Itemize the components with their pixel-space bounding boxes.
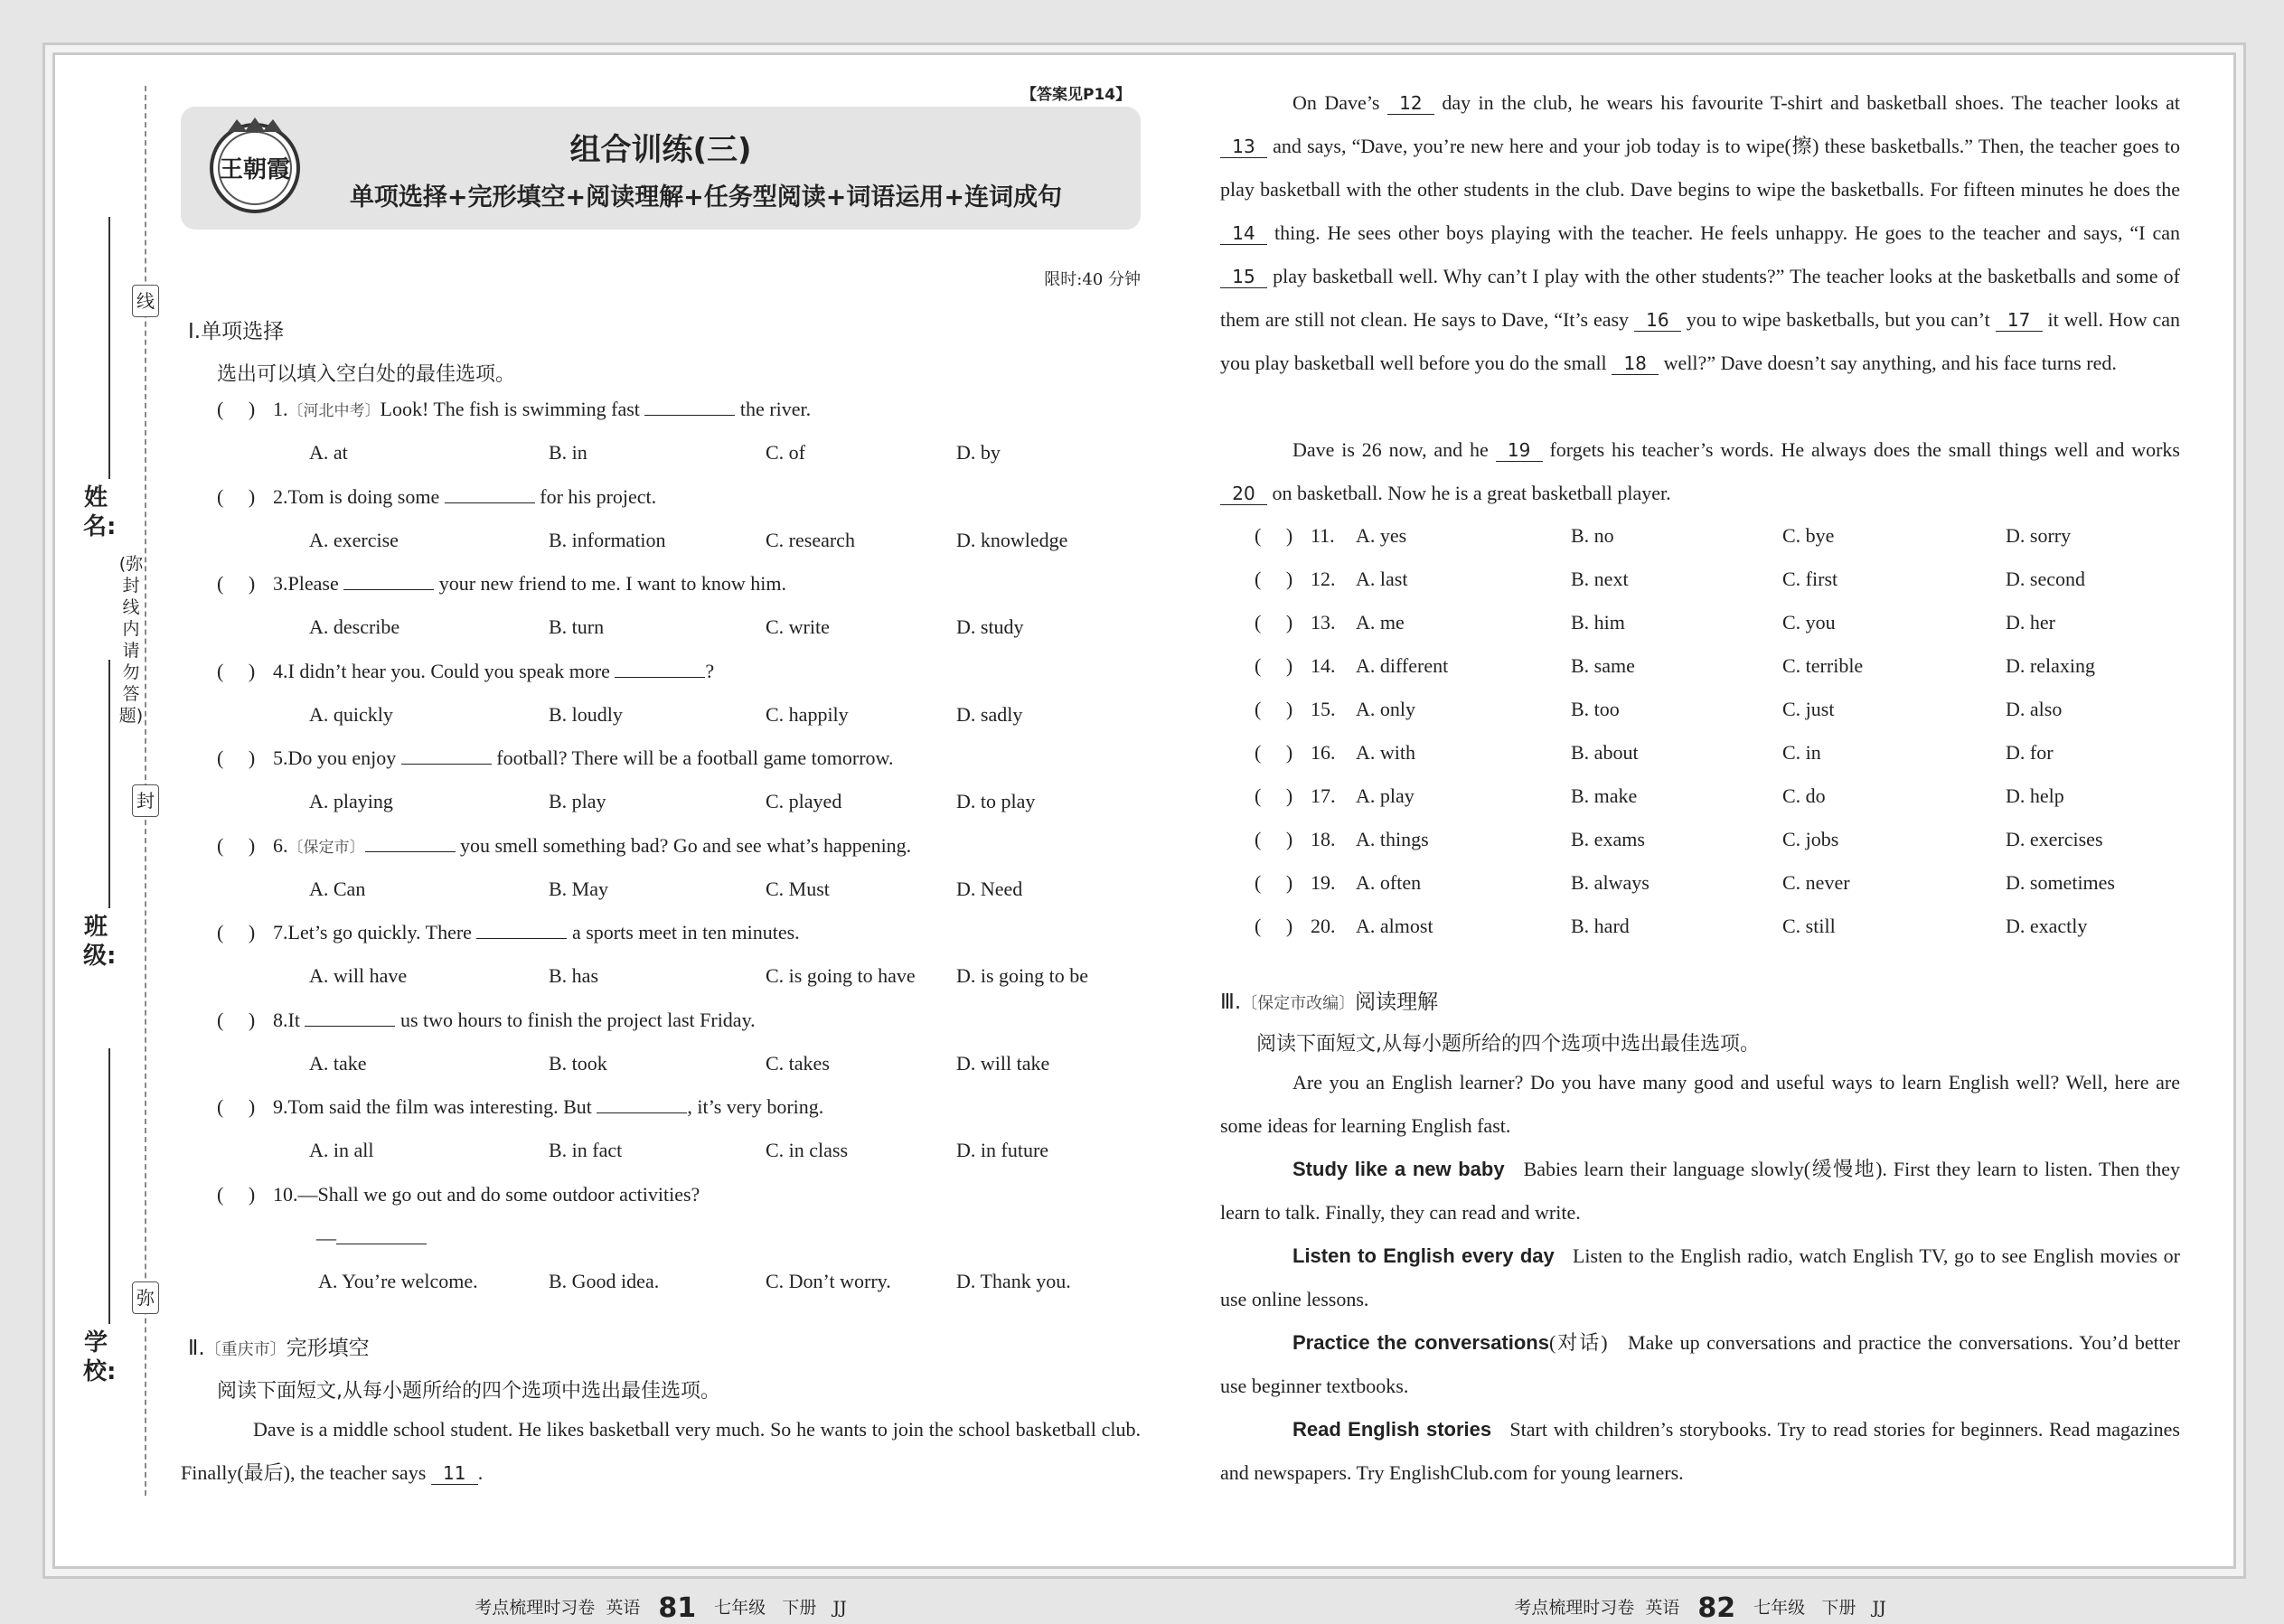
question-2	[217, 485, 656, 509]
question-number: 11.	[1311, 524, 1335, 547]
option-b[interactable]: B. May	[549, 877, 608, 900]
option-a[interactable]: A. Can	[309, 877, 366, 900]
answer-bracket[interactable]: ( )	[1255, 698, 1293, 720]
cloze-text: forgets his teacher’s words. He always does the small things well and works	[1542, 438, 2180, 461]
option-b[interactable]: B. make	[1571, 784, 1638, 807]
question-1	[217, 398, 811, 421]
question-text: It	[287, 1008, 305, 1031]
option-c[interactable]: C. bye	[1782, 524, 1835, 547]
answer-bracket[interactable]: ( )	[1255, 741, 1293, 764]
option-a[interactable]: A. me	[1356, 611, 1405, 634]
option-c[interactable]: C. in class	[766, 1139, 849, 1161]
cloze-question-20	[1255, 915, 2178, 938]
answer-bracket[interactable]: ( )	[217, 833, 256, 857]
answer-blank[interactable]	[644, 399, 735, 416]
option-d[interactable]: D. to play	[956, 790, 1036, 812]
question-text: ?	[705, 659, 715, 682]
answer-bracket[interactable]: ( )	[1255, 611, 1293, 634]
option-b[interactable]: B. too	[1571, 698, 1620, 720]
answer-bracket[interactable]: ( )	[1255, 654, 1293, 677]
option-c[interactable]: C. do	[1782, 784, 1826, 807]
school-field[interactable]	[108, 1048, 110, 1324]
option-b[interactable]: B. turn	[549, 615, 605, 638]
cloze-question-13	[1255, 611, 2178, 634]
cloze-text: play basketball well. Why can’t I play with the other students?” The teacher looks at the basketballs and some of them are still not clean. He says to Dave, “It’s easy	[1220, 265, 2180, 331]
option-d[interactable]: D. study	[956, 615, 1024, 638]
question-text: I didn’t hear you. Could you speak more	[287, 659, 616, 682]
option-b[interactable]: B. Good idea.	[549, 1269, 660, 1292]
tip-heading: Read English stories	[1292, 1418, 1492, 1441]
option-d[interactable]: D. Need	[956, 877, 1023, 900]
blank-14[interactable]: 14	[1220, 222, 1267, 245]
class-label: 班级:	[83, 914, 117, 970]
option-a[interactable]: A. exercise	[309, 528, 399, 551]
option-b[interactable]: B. no	[1571, 524, 1614, 547]
option-c[interactable]: C. takes	[766, 1051, 830, 1075]
reading-tip-3	[1220, 1321, 2180, 1408]
seal-note: (弥封线内请勿答题)	[118, 554, 144, 726]
question-text: Let’s go quickly. There	[287, 921, 477, 943]
option-c[interactable]: C. still	[1782, 915, 1836, 937]
question-number: 4.	[273, 659, 288, 682]
tip-heading-note: (对话)	[1548, 1331, 1608, 1354]
question-number: 10.	[273, 1182, 298, 1206]
reading-intro: Are you an English learner? Do you have many good and useful ways to learn English well? Well, here are some ideas for learning English fast.	[1220, 1071, 2180, 1137]
tip-heading: Practice the conversations	[1292, 1331, 1549, 1354]
option-c[interactable]: C. research	[766, 528, 855, 551]
answer-reference: 【答案见P14】	[1021, 86, 1132, 104]
cloze-question-18	[1255, 828, 2178, 851]
cloze-text: well?” Dave doesn’t say anything, and his face turns red.	[1659, 352, 2117, 374]
page-number: 81	[658, 1592, 697, 1624]
question-number: 18.	[1311, 828, 1336, 850]
question-6	[217, 834, 911, 858]
option-a[interactable]: A. almost	[1356, 915, 1433, 937]
tip-heading: Listen to English every day	[1292, 1244, 1555, 1267]
option-d[interactable]: D. exercises	[2006, 828, 2103, 850]
cloze-text: thing. He sees other boys playing with the teacher. He feels unhappy. He goes to the teacher and says, “I can	[1267, 221, 2180, 244]
question-text: football? There will be a football game tomorrow.	[491, 746, 894, 769]
option-d[interactable]: D. knowledge	[956, 528, 1068, 551]
cloze-paragraph-3	[1220, 428, 2180, 515]
cloze-text: day in the club, he wears his favourite T-shirt and basketball shoes. The teacher looks at	[1433, 91, 2180, 114]
cloze-question-19	[1255, 871, 2178, 895]
option-d[interactable]: D. help	[2006, 784, 2064, 807]
question-number: 3.	[273, 572, 288, 595]
question-4	[217, 660, 714, 683]
section-2-instruction: 阅读下面短文,从每小题所给的四个选项中选出最佳选项。	[217, 1380, 720, 1403]
answer-blank[interactable]	[336, 1227, 427, 1244]
reading-tip-4	[1220, 1408, 2180, 1495]
option-b[interactable]: B. next	[1571, 568, 1629, 590]
option-b[interactable]: B. has	[549, 964, 598, 987]
question-10	[217, 1183, 700, 1206]
question-text: Do you enjoy	[287, 746, 401, 769]
answer-bracket[interactable]: ( )	[217, 746, 256, 769]
option-a[interactable]: A. at	[309, 441, 348, 464]
tag-xian: 线	[132, 285, 159, 317]
option-d[interactable]: D. second	[2006, 568, 2085, 590]
option-b[interactable]: B. information	[549, 528, 666, 551]
question-text: your new friend to me. I want to know him.	[434, 572, 787, 595]
cloze-text: Dave is 26 now, and he	[1292, 438, 1496, 461]
option-c[interactable]: C. just	[1782, 698, 1835, 720]
option-b[interactable]: B. in fact	[549, 1139, 623, 1161]
reading-tip-1	[1220, 1148, 2180, 1234]
class-field[interactable]	[108, 660, 110, 908]
tip-body: Start with children’s storybooks. Try to read stories for beginners. Read magazines and newspapers. Try EnglishClub.com for young learners.	[1220, 1418, 2180, 1484]
option-d[interactable]: D. relaxing	[2006, 654, 2095, 677]
option-a[interactable]: A. often	[1356, 871, 1422, 894]
question-7	[217, 921, 800, 944]
option-c[interactable]: C. Must	[766, 877, 830, 900]
question-text: —Shall we go out and do some outdoor activities?	[297, 1182, 700, 1206]
cloze-paragraph-1: Dave is a middle school student. He likes basketball very much. So he wants to join the school basketball club. Finally(最后), the teacher says 11 .	[181, 1418, 1141, 1484]
section-3-title: Ⅲ.〔保定市改编〕阅读理解	[1220, 990, 1439, 1014]
option-d[interactable]: D. also	[2006, 698, 2063, 720]
option-d[interactable]: D. by	[956, 441, 1001, 464]
answer-bracket[interactable]: ( )	[1255, 915, 1293, 937]
cloze-question-16	[1255, 741, 2178, 765]
cloze-paragraph-2	[1220, 81, 2180, 385]
option-b[interactable]: B. about	[1571, 741, 1639, 764]
page-title: 组合训练(三)	[569, 132, 752, 168]
option-d[interactable]: D. will take	[956, 1051, 1050, 1075]
tag-feng: 封	[132, 784, 159, 817]
question-text: the river.	[735, 398, 812, 420]
option-d[interactable]: D. Thank you.	[956, 1269, 1071, 1292]
cloze-text: and says, “Dave, you’re new here and your job today is to wipe(擦) these basketballs.” Then, the teacher goes to play basketball with the other students in the club. Dave begins to wipe the basketballs. For fifteen minutes he does the	[1220, 135, 2180, 201]
answer-bracket[interactable]: ( )	[217, 398, 256, 420]
answer-blank[interactable]	[597, 1096, 687, 1113]
option-d[interactable]: D. exactly	[2006, 915, 2088, 937]
question-text: , it’s very boring.	[687, 1095, 824, 1118]
question-number: 5.	[273, 746, 288, 769]
cloze-question-12	[1255, 568, 2178, 591]
answer-blank[interactable]	[615, 661, 705, 678]
question-text: Tom said the film was interesting. But	[287, 1095, 597, 1118]
q10-reply	[316, 1226, 427, 1250]
svg-text:王朝霞: 王朝霞	[219, 156, 291, 183]
option-a[interactable]: A. things	[1356, 828, 1429, 850]
option-d[interactable]: D. sadly	[956, 702, 1023, 726]
answer-bracket[interactable]: ( )	[217, 572, 256, 595]
tag-mi: 弥	[132, 1281, 159, 1314]
title-banner	[181, 107, 1141, 230]
cloze-question-11	[1255, 524, 2178, 548]
option-d[interactable]: D. sometimes	[2006, 871, 2115, 894]
question-number: 14.	[1311, 654, 1336, 677]
option-b[interactable]: B. took	[549, 1051, 607, 1075]
question-number: 2.	[273, 484, 288, 508]
answer-bracket[interactable]: ( )	[217, 1182, 256, 1206]
option-b[interactable]: B. play	[549, 790, 606, 812]
question-number: 6.	[273, 833, 288, 857]
option-c[interactable]: C. first	[1782, 568, 1838, 590]
footer-left: 考点梳理时习卷 英语 81 七年级 下册 JJ	[475, 1592, 847, 1624]
question-9	[217, 1095, 823, 1119]
name-label: 姓名:	[83, 484, 117, 540]
option-c[interactable]: C. you	[1782, 611, 1836, 634]
question-text: for his project.	[534, 484, 657, 508]
blank-13[interactable]: 13	[1220, 136, 1267, 158]
option-a[interactable]: A. You’re welcome.	[318, 1269, 478, 1292]
option-a[interactable]: A. play	[1356, 784, 1415, 807]
option-a[interactable]: A. playing	[309, 790, 393, 812]
time-limit: 限时:40 分钟	[1044, 270, 1141, 289]
answer-blank[interactable]	[445, 486, 535, 503]
question-number: 17.	[1311, 784, 1336, 807]
option-c[interactable]: C. happily	[766, 702, 849, 726]
section-1-instruction: 选出可以填入空白处的最佳选项。	[217, 363, 516, 386]
answer-bracket[interactable]: ( )	[1255, 568, 1293, 590]
section-3-instruction: 阅读下面短文,从每小题所给的四个选项中选出最佳选项。	[1256, 1033, 1760, 1056]
question-source: 〔河北中考〕	[287, 402, 381, 420]
section-1-title: Ⅰ.单项选择	[188, 320, 285, 343]
option-b[interactable]: B. same	[1571, 654, 1635, 677]
tip-body: Make up conversations and practice the conversations. You’d better use beginner textbooks.	[1220, 1331, 2180, 1397]
question-text: you smell something bad? Go and see what’s happening.	[455, 833, 912, 857]
blank-15[interactable]: 15	[1220, 266, 1267, 288]
option-a[interactable]: A. yes	[1356, 524, 1407, 547]
school-label: 学校:	[83, 1329, 117, 1385]
option-a[interactable]: A. different	[1356, 654, 1449, 677]
option-a[interactable]: A. describe	[309, 615, 400, 638]
option-c[interactable]: C. in	[1782, 741, 1821, 764]
option-b[interactable]: B. exams	[1571, 828, 1645, 850]
question-text: Look! The fish is swimming fast	[380, 398, 645, 420]
answer-bracket[interactable]: ( )	[1255, 524, 1293, 547]
question-text: Please	[287, 572, 344, 595]
cloze-question-14	[1255, 654, 2178, 678]
option-b[interactable]: B. loudly	[549, 702, 623, 726]
answer-blank[interactable]	[305, 1009, 395, 1027]
option-c[interactable]: C. never	[1782, 871, 1850, 894]
question-number: 20.	[1311, 915, 1336, 937]
cloze-question-17	[1255, 784, 2178, 808]
option-a[interactable]: A. last	[1356, 568, 1408, 590]
page-subtitle: 单项选择+完形填空+阅读理解+任务型阅读+词语运用+连词成句	[349, 183, 1063, 211]
answer-blank[interactable]	[365, 835, 456, 852]
answer-bracket[interactable]: ( )	[1255, 784, 1293, 807]
option-b[interactable]: B. hard	[1571, 915, 1630, 937]
option-a[interactable]: A. quickly	[309, 702, 393, 726]
answer-bracket[interactable]: ( )	[217, 484, 256, 508]
option-d[interactable]: D. for	[2006, 741, 2054, 764]
option-c[interactable]: C. write	[766, 615, 830, 638]
option-c[interactable]: C. of	[766, 441, 805, 464]
cloze-question-15	[1255, 698, 2178, 721]
tip-body: Listen to the English radio, watch English TV, go to see English movies or use online lessons.	[1220, 1244, 2180, 1310]
blank-18[interactable]: 18	[1612, 352, 1659, 375]
answer-bracket[interactable]: ( )	[217, 659, 256, 682]
answer-bracket[interactable]: ( )	[217, 1008, 256, 1031]
option-a[interactable]: A. will have	[309, 964, 408, 987]
option-d[interactable]: D. her	[2006, 611, 2055, 634]
question-number: 19.	[1311, 871, 1336, 894]
question-number: 9.	[273, 1095, 288, 1118]
option-c[interactable]: C. played	[766, 790, 842, 812]
question-source: 〔保定市〕	[287, 838, 365, 857]
option-a[interactable]: A. with	[1356, 741, 1415, 764]
option-a[interactable]: A. only	[1356, 698, 1415, 720]
question-number: 1.	[273, 398, 288, 420]
page-number: 82	[1697, 1592, 1736, 1624]
blank-11[interactable]: 11	[431, 1462, 478, 1485]
blank-16[interactable]: 16	[1634, 309, 1681, 332]
question-text: us two hours to finish the project last Friday.	[395, 1008, 756, 1031]
answer-bracket[interactable]: ( )	[1255, 871, 1293, 894]
option-c[interactable]: C. is going to have	[766, 964, 916, 987]
option-d[interactable]: D. in future	[956, 1139, 1049, 1161]
answer-blank[interactable]	[343, 573, 434, 590]
option-d[interactable]: D. is going to be	[956, 964, 1089, 987]
blank-12[interactable]: 12	[1387, 92, 1434, 115]
question-text: a sports meet in ten minutes.	[567, 921, 800, 943]
tip-body: Babies learn their language slowly(缓慢地). First they learn to listen. Then they learn to talk. Finally, they can read and write.	[1220, 1158, 2180, 1224]
reading-tip-2	[1220, 1234, 2180, 1321]
footer-right: 考点梳理时习卷 英语 82 七年级 下册 JJ	[1514, 1592, 1886, 1624]
option-a[interactable]: A. take	[309, 1051, 367, 1075]
cloze-text: On Dave’s	[1292, 91, 1387, 114]
name-field[interactable]	[108, 217, 110, 479]
option-c[interactable]: C. terrible	[1782, 654, 1864, 677]
tip-heading: Study like a new baby	[1292, 1158, 1505, 1180]
cloze-text: it well. How can you play basketball well before you do the small	[1220, 308, 2180, 374]
question-3	[217, 572, 786, 596]
answer-blank[interactable]	[401, 747, 492, 765]
reply-dash: —	[316, 1225, 336, 1249]
section-2-title: Ⅱ.〔重庆市〕完形填空	[188, 1337, 370, 1360]
option-d[interactable]: D. sorry	[2006, 524, 2072, 547]
option-b[interactable]: B. him	[1571, 611, 1625, 634]
option-c[interactable]: C. Don’t worry.	[766, 1269, 891, 1292]
blank-17[interactable]: 17	[1996, 309, 2043, 332]
blank-19[interactable]: 19	[1496, 439, 1543, 462]
answer-bracket[interactable]: ( )	[217, 1095, 256, 1118]
question-number: 15.	[1311, 698, 1336, 720]
question-text: Tom is doing some	[287, 484, 445, 508]
question-number: 13.	[1311, 611, 1336, 634]
answer-blank[interactable]	[476, 922, 567, 939]
option-b[interactable]: B. in	[549, 441, 587, 464]
cloze-text: you to wipe basketballs, but you can’t	[1680, 308, 1996, 331]
question-number: 8.	[273, 1008, 288, 1031]
option-b[interactable]: B. always	[1571, 871, 1650, 894]
cloze-text: on basketball. Now he is a great basketball player.	[1267, 482, 1671, 504]
answer-bracket[interactable]: ( )	[1255, 828, 1293, 850]
blank-20[interactable]: 20	[1220, 483, 1267, 505]
question-5	[217, 746, 894, 770]
question-number: 7.	[273, 921, 288, 943]
option-c[interactable]: C. jobs	[1782, 828, 1839, 850]
question-8	[217, 1009, 756, 1032]
answer-bracket[interactable]: ( )	[217, 921, 256, 943]
option-a[interactable]: A. in all	[309, 1139, 374, 1161]
question-number: 16.	[1311, 741, 1336, 764]
question-number: 12.	[1311, 568, 1336, 590]
